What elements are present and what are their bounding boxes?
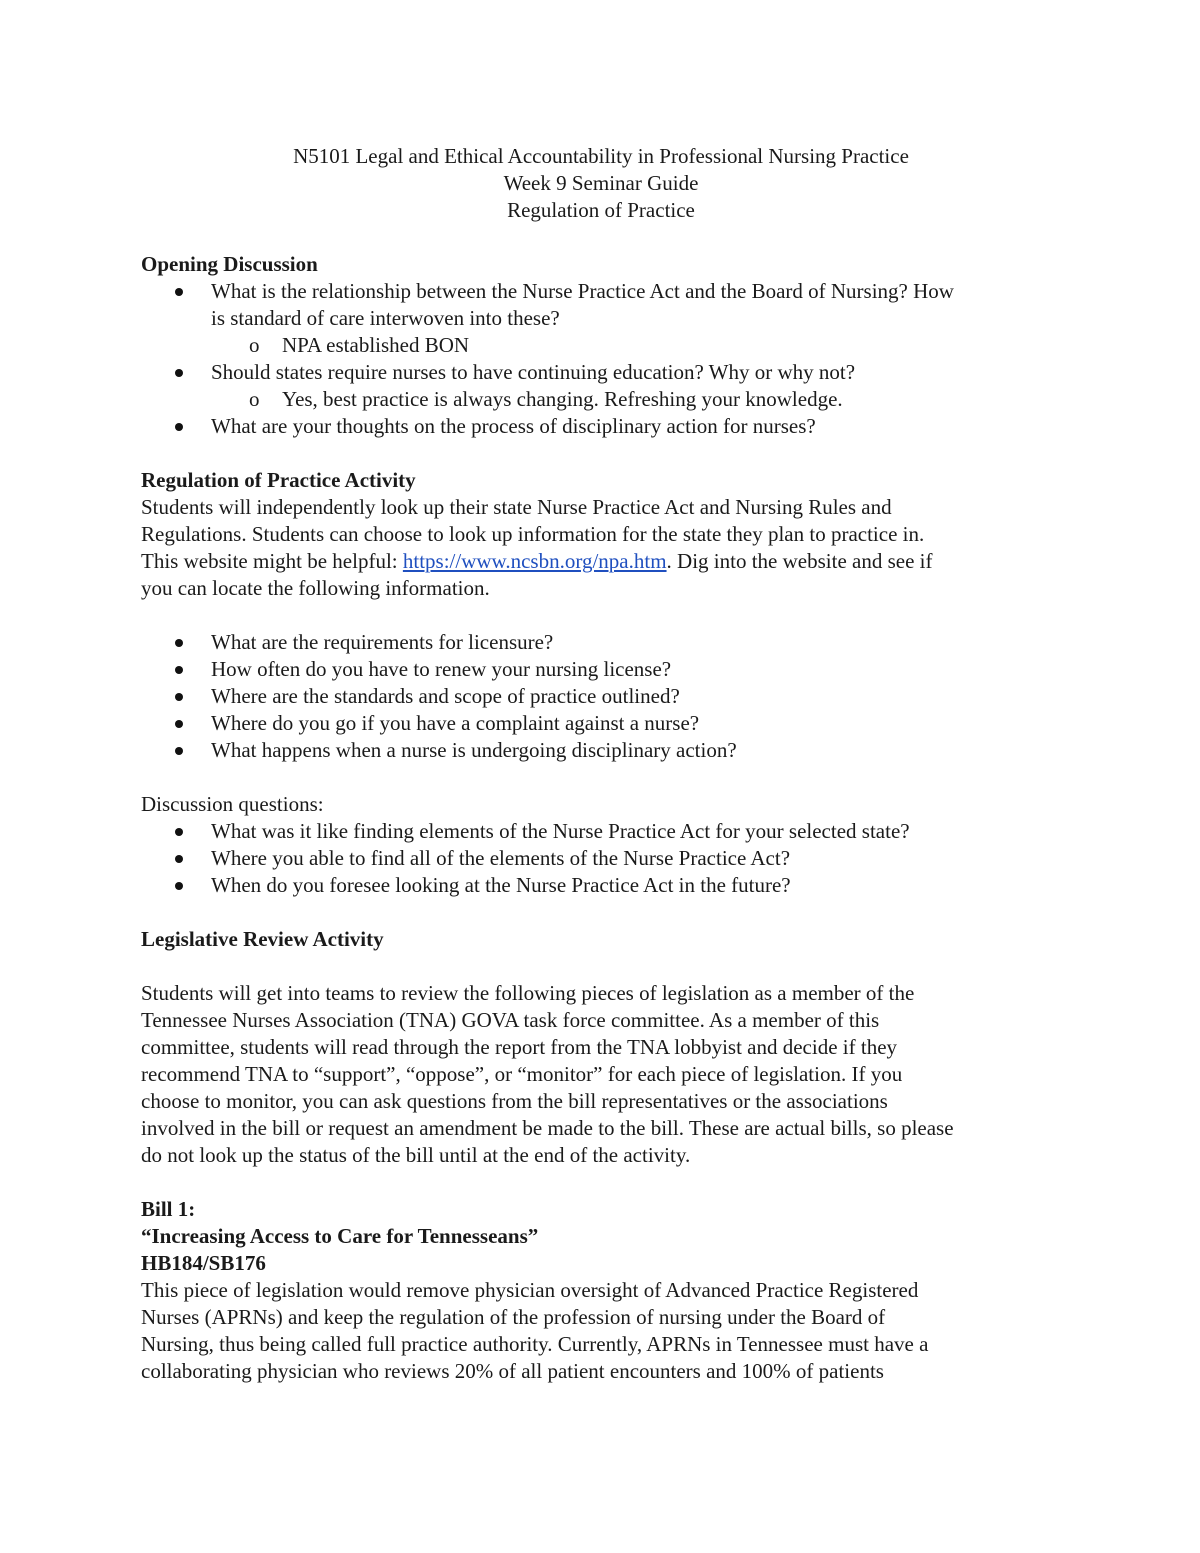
list-item: What was it like finding elements of the Nurse Practice Act for your selected state?	[141, 818, 1061, 845]
regulation-activity-heading: Regulation of Practice Activity	[141, 468, 416, 492]
seminar-topic: Regulation of Practice	[507, 198, 695, 222]
bill-1-number: HB184/SB176	[141, 1251, 266, 1275]
seminar-week: Week 9 Seminar Guide	[503, 171, 699, 195]
sub-bullet-marker: o	[249, 387, 260, 411]
list-item: What are your thoughts on the process of disciplinary action for nurses?	[141, 413, 1061, 440]
document-page	[141, 143, 1061, 1385]
list-item: What are the requirements for licensure?	[141, 629, 1061, 656]
opening-question-list	[141, 278, 1061, 440]
regulation-activity-section	[141, 467, 1061, 899]
legislative-review-section	[141, 926, 1061, 1169]
list-item: How often do you have to renew your nursing license?	[141, 656, 1061, 683]
list-item: What is the relationship between the Nurse Practice Act and the Board of Nursing? How is standard of care interwoven into these?	[141, 278, 1061, 332]
regulation-instructions: Students will independently look up their state Nurse Practice Act and Nursing Rules and Regulations. Students can choose to look up information for the state they plan to practice in. This website might be helpful: https://www.ncsbn.org/npa.htm. Dig into the website and see if you can locate the following information.	[141, 495, 933, 600]
legislative-review-heading: Legislative Review Activity	[141, 927, 384, 951]
bill-1-description: This piece of legislation would remove physician oversight of Advanced Practice Registered Nurses (APRNs) and keep the regulation of the profession of nursing under the Board of Nursing, thus being called full practice authority. Currently, APRNs in Tennessee must have a collaborating physician who reviews 20% of all patient encounters and 100% of patients	[141, 1278, 929, 1383]
course-title: N5101 Legal and Ethical Accountability in Professional Nursing Practice	[293, 144, 909, 168]
bill-1-section	[141, 1196, 1061, 1385]
list-item: When do you foresee looking at the Nurse Practice Act in the future?	[141, 872, 1061, 899]
legislative-instructions: Students will get into teams to review the following pieces of legislation as a member of the Tennessee Nurses Association (TNA) GOVA task force committee. As a member of this committee, students will read through the report from the TNA lobbyist and decide if they recommend TNA to “support”, “oppose”, or “monitor” for each piece of legislation. If you choose to monitor, you can ask questions from the bill representatives or the associations involved in the bill or request an amendment be made to the bill. These are actual bills, so please do not look up the status of the bill until at the end of the activity.	[141, 981, 954, 1167]
opening-discussion-heading: Opening Discussion	[141, 252, 318, 276]
regulation-question-list	[141, 629, 1061, 764]
list-sub-item: o Yes, best practice is always changing. Refreshing your knowledge.	[249, 387, 843, 411]
list-item: Should states require nurses to have continuing education? Why or why not?	[141, 359, 1061, 386]
opening-discussion-section	[141, 251, 1061, 440]
discussion-questions-label: Discussion questions:	[141, 792, 324, 816]
document-header	[141, 143, 1061, 224]
ncsbn-link[interactable]: https://www.ncsbn.org/npa.htm	[402, 549, 667, 573]
list-sub-item: o NPA established BON	[249, 333, 470, 357]
list-item: Where do you go if you have a complaint against a nurse?	[141, 710, 1061, 737]
bill-1-title: “Increasing Access to Care for Tennesseans”	[141, 1224, 539, 1248]
sub-bullet-marker: o	[249, 333, 260, 357]
list-item: Where are the standards and scope of practice outlined?	[141, 683, 1061, 710]
list-item: Where you able to find all of the elements of the Nurse Practice Act?	[141, 845, 1061, 872]
list-item: What happens when a nurse is undergoing disciplinary action?	[141, 737, 1061, 764]
discussion-question-list	[141, 818, 1061, 899]
bill-1-label: Bill 1:	[141, 1197, 196, 1221]
